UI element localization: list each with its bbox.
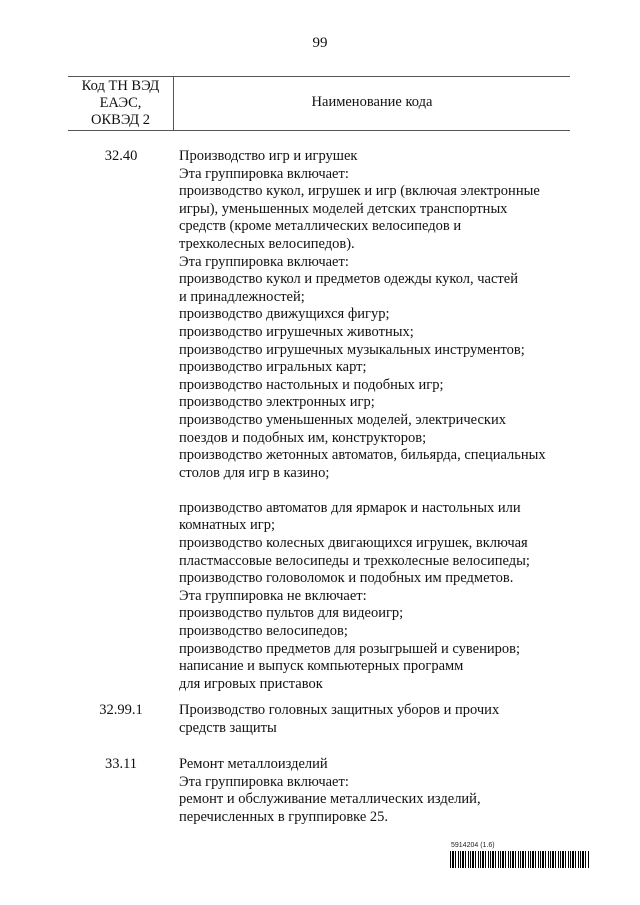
description-line: Эта группировка включает: — [179, 165, 349, 182]
description-line: средств (кроме металлических велосипедов и — [179, 218, 462, 235]
description-line: Эта группировка включает: — [179, 773, 349, 790]
description-line: производство игральных карт; — [179, 359, 367, 376]
description-line: написание и выпуск компьютерных программ — [179, 658, 464, 675]
description-line: производство автоматов для ярмарок и настольных или — [179, 499, 521, 516]
entry-code: 33.11 — [104, 756, 138, 772]
description-line: производство игрушечных музыкальных инструментов; — [179, 341, 525, 358]
description-line — [179, 482, 579, 500]
barcode-icon — [450, 851, 590, 868]
description-line: производство игрушечных животных; — [179, 323, 414, 340]
entry-code: 32.99.1 — [99, 702, 143, 718]
table-header — [68, 76, 570, 131]
description-line: Эта группировка включает: — [179, 253, 349, 270]
entry-code: 32.40 — [104, 148, 138, 164]
description-line: производство предметов для розыгрышей и сувениров; — [179, 640, 520, 657]
description-line: Эта группировка не включает: — [179, 587, 367, 604]
description-line: производство велосипедов; — [179, 623, 348, 640]
description-line: производство кукол и предметов одежды кукол, частей — [179, 271, 518, 288]
description-line: пластмассовые велосипеды и трехколесные велосипеды; — [179, 552, 530, 569]
description-line: игры), уменьшенных моделей детских транспортных — [179, 200, 508, 217]
description-line: производство кукол, игрушек и игр (включая электронные — [179, 183, 540, 200]
description-line: поездов и подобных им, конструкторов; — [179, 429, 427, 446]
description-line: Производство головных защитных уборов и прочих — [179, 702, 500, 718]
header-name-column: Наименование кода — [311, 94, 433, 110]
header-code-line: ОКВЭД 2 — [91, 112, 150, 128]
description-line: ремонт и обслуживание металлических изделий, — [179, 791, 481, 808]
header-code-column — [68, 77, 174, 130]
description-line: перечисленных в группировке 25. — [179, 808, 389, 825]
description-line: производство пультов для видеоигр; — [179, 605, 404, 622]
description-line: для игровых приставок — [179, 675, 323, 692]
entry-description — [179, 148, 579, 693]
description-line: и принадлежностей; — [179, 288, 305, 305]
description-line: производство настольных и подобных игр; — [179, 376, 444, 393]
description-line: производство головоломок и подобных им предметов. — [179, 570, 514, 587]
description-line: комнатных игр; — [179, 517, 275, 534]
header-code-line: Код ТН ВЭД — [81, 78, 160, 94]
description-line: производство уменьшенных моделей, электрических — [179, 411, 506, 428]
description-line: трехколесных велосипедов). — [179, 235, 355, 252]
description-line: производство колесных двигающихся игрушек, включая — [179, 535, 528, 552]
page-number: 99 — [312, 35, 328, 51]
description-line: производство жетонных автоматов, бильярда, специальных — [179, 447, 546, 464]
description-line: производство электронных игр; — [179, 394, 375, 411]
description-line: средств защиты — [179, 719, 277, 736]
description-line: столов для игр в казино; — [179, 464, 330, 481]
entry-description — [179, 756, 579, 826]
header-code-line: ЕАЭС, — [99, 95, 142, 111]
barcode-label: 5914204 (1.6) — [451, 842, 495, 849]
description-line: Производство игр и игрушек — [179, 148, 358, 164]
description-line: производство движущихся фигур; — [179, 306, 390, 323]
entry-description — [179, 702, 579, 737]
description-line: Ремонт металлоизделий — [179, 756, 328, 772]
